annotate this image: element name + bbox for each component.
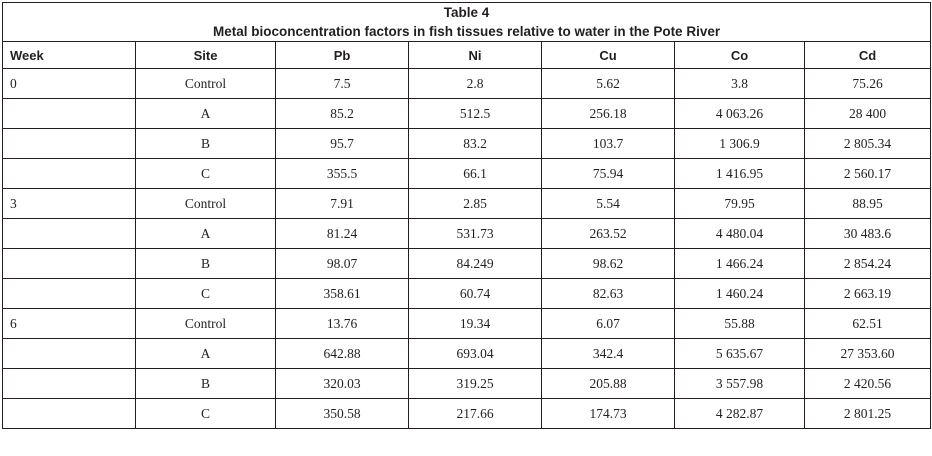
- cell-ni: 693.04: [409, 339, 542, 369]
- cell-cu: 82.63: [542, 279, 675, 309]
- table-row: [3, 69, 931, 99]
- cell-site: B: [136, 249, 276, 279]
- table-row: [3, 339, 931, 369]
- cell-site: B: [136, 369, 276, 399]
- cell-cu: 98.62: [542, 249, 675, 279]
- cell-pb: 355.5: [276, 159, 409, 189]
- table-row: [3, 279, 931, 309]
- cell-cd: 28 400: [805, 99, 931, 129]
- cell-cd: 2 663.19: [805, 279, 931, 309]
- cell-site: C: [136, 159, 276, 189]
- cell-cd: 30 483.6: [805, 219, 931, 249]
- cell-week: [3, 129, 136, 159]
- cell-cd: 62.51: [805, 309, 931, 339]
- cell-site: A: [136, 99, 276, 129]
- cell-ni: 83.2: [409, 129, 542, 159]
- cell-cd: 88.95: [805, 189, 931, 219]
- cell-cu: 5.54: [542, 189, 675, 219]
- cell-ni: 66.1: [409, 159, 542, 189]
- cell-cd: 27 353.60: [805, 339, 931, 369]
- cell-week: [3, 159, 136, 189]
- cell-cd: 2 801.25: [805, 399, 931, 429]
- table-row: [3, 99, 931, 129]
- cell-co: 4 282.87: [675, 399, 805, 429]
- cell-week: [3, 219, 136, 249]
- cell-site: Control: [136, 189, 276, 219]
- cell-cu: 342.4: [542, 339, 675, 369]
- table-number: Table 4: [443, 5, 490, 20]
- cell-ni: 2.85: [409, 189, 542, 219]
- cell-ni: 2.8: [409, 69, 542, 99]
- cell-pb: 85.2: [276, 99, 409, 129]
- cell-cd: 2 805.34: [805, 129, 931, 159]
- table-row: [3, 129, 931, 159]
- cell-ni: 60.74: [409, 279, 542, 309]
- table-row: [3, 219, 931, 249]
- cell-week: [3, 399, 136, 429]
- cell-co: 5 635.67: [675, 339, 805, 369]
- table-row: [3, 309, 931, 339]
- table-row: [3, 189, 931, 219]
- cell-week: 0: [3, 69, 136, 99]
- cell-cd: 2 420.56: [805, 369, 931, 399]
- cell-pb: 81.24: [276, 219, 409, 249]
- column-header-week: Week: [3, 42, 136, 69]
- cell-co: 3.8: [675, 69, 805, 99]
- column-header-site: Site: [136, 42, 276, 69]
- cell-cd: 2 854.24: [805, 249, 931, 279]
- cell-week: [3, 279, 136, 309]
- cell-week: 3: [3, 189, 136, 219]
- cell-site: Control: [136, 309, 276, 339]
- column-header-pb: Pb: [276, 42, 409, 69]
- cell-week: [3, 99, 136, 129]
- cell-pb: 320.03: [276, 369, 409, 399]
- cell-week: [3, 249, 136, 279]
- bioconcentration-table: [2, 2, 931, 429]
- table-row: [3, 399, 931, 429]
- cell-cu: 263.52: [542, 219, 675, 249]
- cell-site: C: [136, 399, 276, 429]
- cell-cu: 103.7: [542, 129, 675, 159]
- cell-cu: 5.62: [542, 69, 675, 99]
- cell-pb: 7.5: [276, 69, 409, 99]
- table-caption: [3, 3, 931, 42]
- cell-cu: 256.18: [542, 99, 675, 129]
- cell-pb: 98.07: [276, 249, 409, 279]
- cell-site: A: [136, 339, 276, 369]
- cell-site: C: [136, 279, 276, 309]
- cell-ni: 531.73: [409, 219, 542, 249]
- table-row: [3, 369, 931, 399]
- cell-co: 1 460.24: [675, 279, 805, 309]
- cell-ni: 512.5: [409, 99, 542, 129]
- cell-cu: 205.88: [542, 369, 675, 399]
- cell-site: Control: [136, 69, 276, 99]
- cell-pb: 642.88: [276, 339, 409, 369]
- cell-week: [3, 369, 136, 399]
- cell-ni: 217.66: [409, 399, 542, 429]
- column-header-ni: Ni: [409, 42, 542, 69]
- cell-cd: 75.26: [805, 69, 931, 99]
- table-header-row: [3, 42, 931, 69]
- table-body: [3, 3, 931, 429]
- cell-ni: 319.25: [409, 369, 542, 399]
- table-row: [3, 249, 931, 279]
- cell-pb: 350.58: [276, 399, 409, 429]
- column-header-cd: Cd: [805, 42, 931, 69]
- cell-co: 1 416.95: [675, 159, 805, 189]
- cell-site: A: [136, 219, 276, 249]
- cell-pb: 358.61: [276, 279, 409, 309]
- cell-week: [3, 339, 136, 369]
- cell-co: 79.95: [675, 189, 805, 219]
- cell-co: 1 466.24: [675, 249, 805, 279]
- cell-pb: 13.76: [276, 309, 409, 339]
- cell-ni: 19.34: [409, 309, 542, 339]
- cell-pb: 95.7: [276, 129, 409, 159]
- table-row: [3, 159, 931, 189]
- cell-week: 6: [3, 309, 136, 339]
- column-header-co: Co: [675, 42, 805, 69]
- cell-ni: 84.249: [409, 249, 542, 279]
- cell-cu: 174.73: [542, 399, 675, 429]
- cell-co: 55.88: [675, 309, 805, 339]
- cell-cu: 6.07: [542, 309, 675, 339]
- cell-pb: 7.91: [276, 189, 409, 219]
- cell-co: 4 063.26: [675, 99, 805, 129]
- cell-site: B: [136, 129, 276, 159]
- cell-cu: 75.94: [542, 159, 675, 189]
- column-header-cu: Cu: [542, 42, 675, 69]
- cell-co: 3 557.98: [675, 369, 805, 399]
- table-title: Metal bioconcentration factors in fish tissues relative to water in the Pote River: [212, 24, 721, 39]
- table-title-row: [3, 3, 931, 42]
- cell-cd: 2 560.17: [805, 159, 931, 189]
- cell-co: 4 480.04: [675, 219, 805, 249]
- cell-co: 1 306.9: [675, 129, 805, 159]
